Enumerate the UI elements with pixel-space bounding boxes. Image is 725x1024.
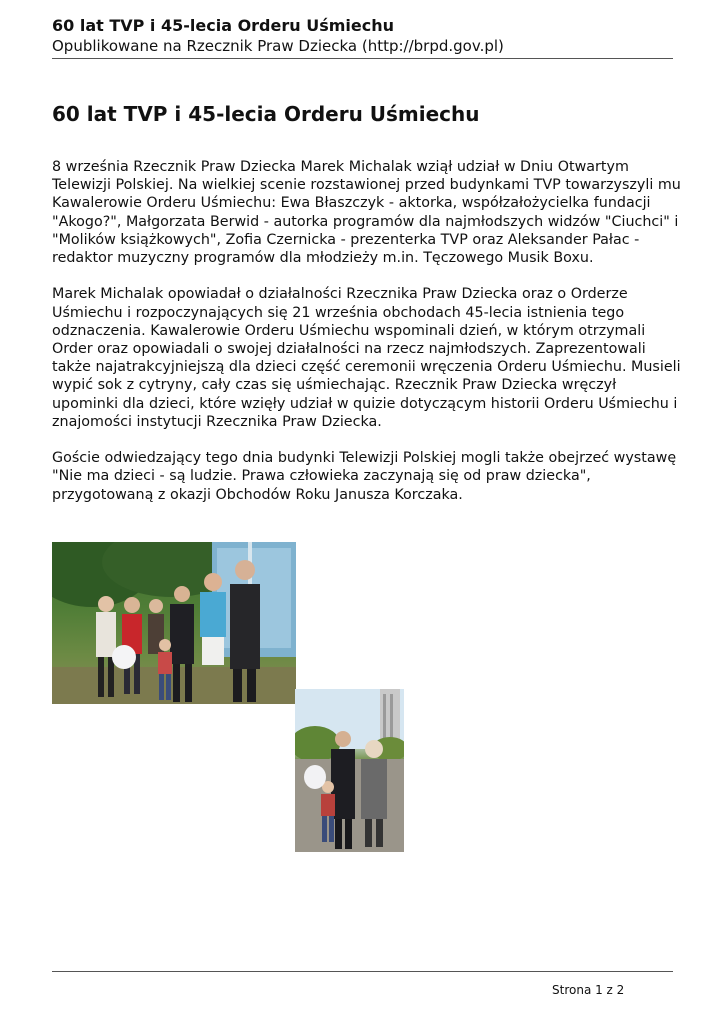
header-divider xyxy=(52,58,673,59)
group-photo xyxy=(52,542,296,704)
page-number: Strona 1 z 2 xyxy=(552,983,625,997)
group-photo-illustration xyxy=(52,542,296,704)
paragraph-1: 8 września Rzecznik Praw Dziecka Marek Michalak wziął udział w Dniu Otwartym Telewizji Polskiej. Na wielkiej scenie rozstawionej przed budynkami TVP towarzyszyli mu Kawalerowie Orderu Uśmiechu: Ewa Błaszczyk - aktorka, współzałożycielka fundacji "Akogo?", Małgorzata Berwid - autorka programów dla najmłodszych widzów "Ciuchci" i "Molików książkowych", Zofia Czernicka - prezenterka TVP oraz Aleksander Pałac - redaktor muzyczny programów dla młodzieży m.in. Tęczowego Musik Boxu. xyxy=(52,159,681,267)
paragraph-3: Goście odwiedzający tego dnia budynki Telewizji Polskiej mogli także obejrzeć wystawę "Nie ma dzieci - są ludzie. Prawa człowieka zaczynają się od praw dziecka", przygotowaną z okazji Obchodów Roku Janusza Korczaka. xyxy=(52,450,677,503)
article-body xyxy=(52,158,682,522)
header-title: 60 lat TVP i 45-lecia Orderu Uśmiechu xyxy=(52,16,394,35)
article-title: 60 lat TVP i 45-lecia Orderu Uśmiechu xyxy=(52,102,480,126)
child-photo-illustration xyxy=(295,689,404,852)
page-header xyxy=(52,16,673,56)
paragraph-2: Marek Michalak opowiadał o działalności Rzecznika Praw Dziecka oraz o Orderze Uśmiechu i rozpoczynających się 21 września obchodach 45-lecia istnienia tego odznaczenia. Kawalerowie Orderu Uśmiechu wspominali dzień, w którym otrzymali Order oraz opowiadali o swojej działalności na rzecz najmłodszych. Zaprezentowali także najatrakcyjniejszą dla dzieci część ceremonii wręczenia Orderu Uśmiechu. Musieli wypić sok z cytryny, cały czas się uśmiechając. Rzecznik Praw Dziecka wręczył upominki dla dzieci, które wzięły udział w quizie dotyczącym historii Orderu Uśmiechu i znajomości instytucji Rzecznika Praw Dziecka. xyxy=(52,286,681,430)
footer-divider xyxy=(52,971,673,972)
child-photo xyxy=(295,689,404,852)
header-source: Opublikowane na Rzecznik Praw Dziecka (http://brpd.gov.pl) xyxy=(52,37,504,55)
